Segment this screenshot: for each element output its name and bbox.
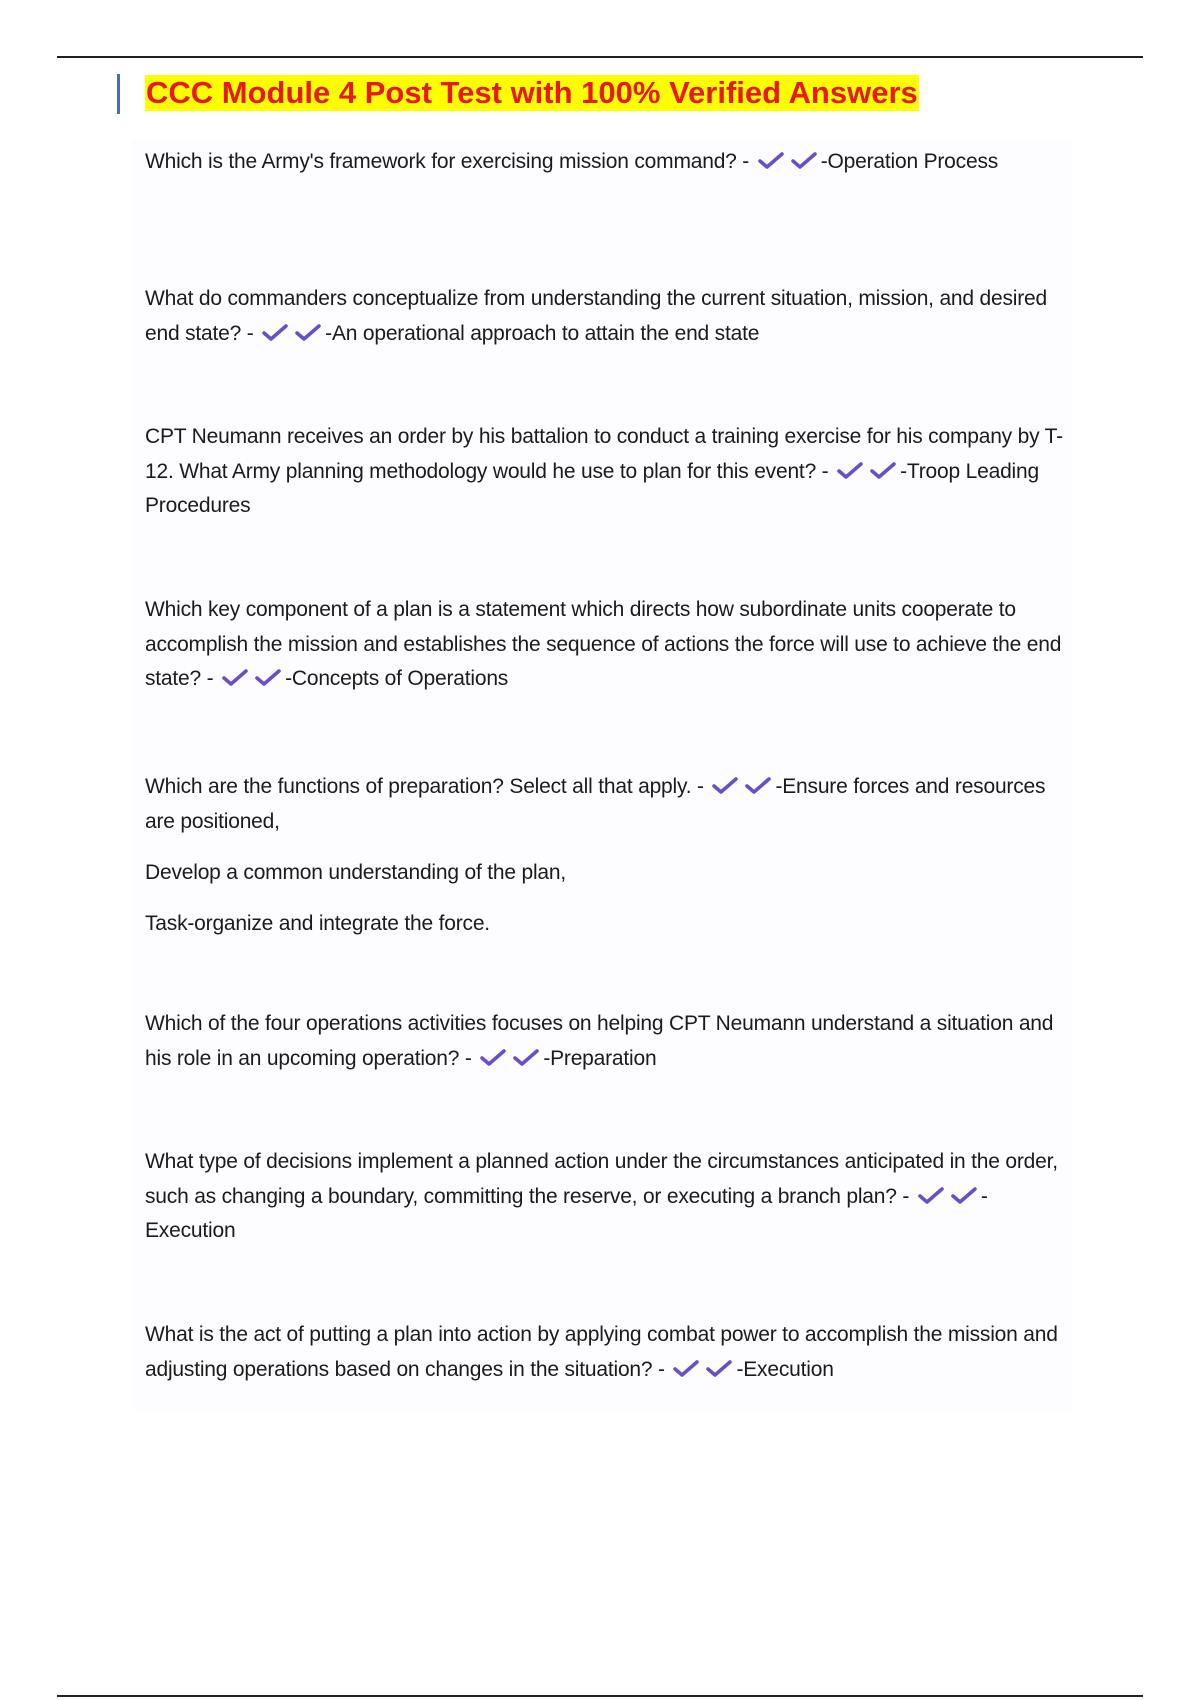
answer-text: -Concepts of Operations (285, 667, 509, 690)
question-text: CPT Neumann receives an order by his battalion to conduct a training exercise for his company by T-12. What Army planning methodology would he use to plan for this event? - (145, 425, 1063, 483)
checkmark-icon (221, 669, 249, 687)
bottom-rule (57, 1695, 1143, 1697)
answer-continuation-line: Develop a common understanding of the plan, (145, 861, 567, 884)
question-text: Which of the four operations activities focuses on helping CPT Neumann understand a situation and his role in an upcoming operation? - (145, 1012, 1054, 1070)
checkmark-icon (254, 669, 282, 687)
qa-item-6 (145, 1007, 1075, 1076)
checkmark-icon (744, 777, 772, 795)
qa-item-1 (145, 145, 1075, 180)
checkmark-icon (950, 1187, 978, 1205)
question-text: Which is the Army's framework for exercising mission command? - (145, 150, 750, 173)
heading-accent-bar (117, 74, 120, 114)
checkmark-icon (836, 462, 864, 480)
checkmark-icon (672, 1360, 700, 1378)
checkmark-icon (790, 152, 818, 170)
checkmark-icon (711, 777, 739, 795)
answer-text: -Execution (145, 1184, 988, 1242)
qa-item-2 (145, 282, 1075, 351)
verified-checkmarks (709, 775, 775, 798)
document-title: CCC Module 4 Post Test with 100% Verified Answers (146, 75, 918, 110)
question-text: Which key component of a plan is a statement which directs how subordinate units cooperate to accomplish the mission and establishes the sequence of actions the force will use to achieve the end state? - (145, 598, 1062, 690)
qa-item-5 (145, 770, 1075, 839)
checkmark-icon (917, 1187, 945, 1205)
verified-checkmarks (219, 667, 285, 690)
answer-continuation-line: Task-organize and integrate the force. (145, 912, 490, 935)
checkmark-icon (705, 1360, 733, 1378)
question-text: Which are the functions of preparation? Select all that apply. - (145, 775, 704, 798)
verified-checkmarks (755, 150, 821, 173)
answer-text: -An operational approach to attain the end state (325, 321, 760, 345)
question-text: What do commanders conceptualize from understanding the current situation, mission, and desired end state? - (145, 287, 1047, 345)
answer-text: -Troop Leading Procedures (145, 459, 1039, 517)
checkmark-icon (261, 324, 289, 342)
question-text: What type of decisions implement a planned action under the circumstances anticipated in the order, such as changing a boundary, committing the reserve, or executing a branch plan? - (145, 1150, 1058, 1208)
verified-checkmarks (259, 322, 325, 345)
answer-text: -Operation Process (820, 150, 999, 173)
qa-item-7 (145, 1145, 1075, 1249)
answer-text: -Preparation (543, 1046, 657, 1070)
verified-checkmarks (915, 1185, 981, 1208)
verified-checkmarks (670, 1358, 736, 1381)
answer-text: -Ensure forces and resources are positioned, (145, 775, 1046, 833)
answer-text: -Execution (736, 1357, 834, 1381)
checkmark-icon (512, 1049, 540, 1067)
verified-checkmarks (477, 1047, 543, 1070)
top-rule (57, 56, 1143, 58)
qa-item-8 (145, 1318, 1075, 1387)
checkmark-icon (294, 324, 322, 342)
checkmark-icon (479, 1049, 507, 1067)
checkmark-icon (757, 152, 785, 170)
qa-item-3 (145, 420, 1075, 524)
verified-checkmarks (834, 460, 900, 483)
qa-item-4 (145, 593, 1075, 697)
question-text: What is the act of putting a plan into action by applying combat power to accomplish the mission and adjusting operations based on changes in the situation? - (145, 1323, 1058, 1381)
checkmark-icon (869, 462, 897, 480)
